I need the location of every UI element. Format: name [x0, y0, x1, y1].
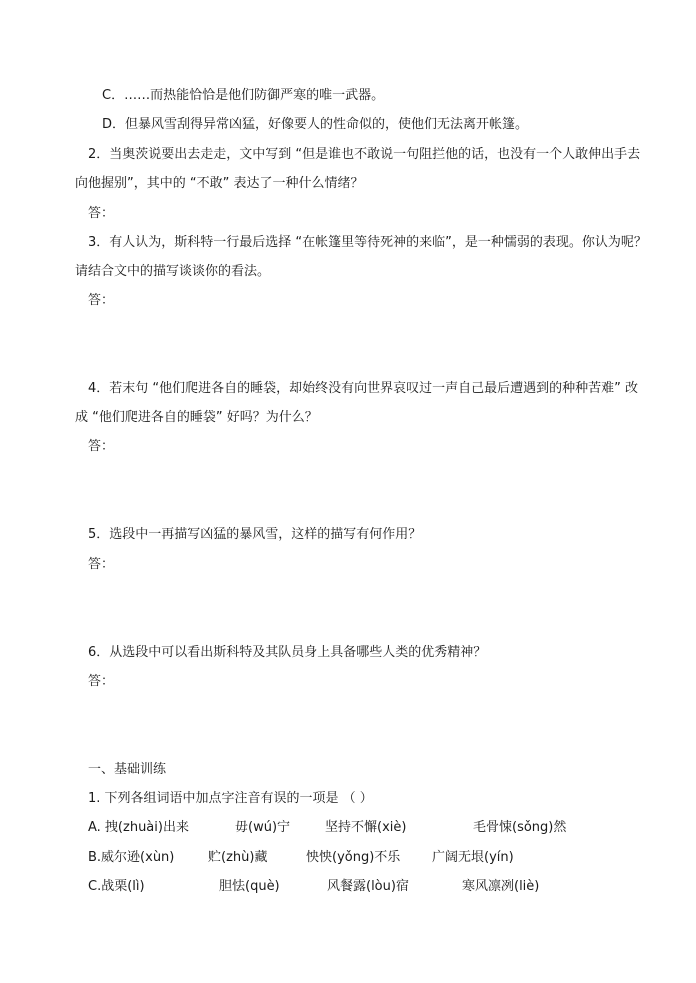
- q4-line-2: 成 “他们爬进各自的睡袋” 好吗？为什么？: [75, 410, 318, 425]
- option-c-word-4: 寒风凛冽(liè): [462, 879, 540, 894]
- q4-line-1: 4．若末句 “他们爬进各自的睡袋，却始终没有向世界哀叹过一声自己最后遭遇到的种种苦难” 改: [88, 381, 639, 396]
- option-a-word-3: 坚持不懈(xiè): [325, 820, 407, 835]
- option-b-word-2: 贮(zhù)藏: [208, 850, 268, 865]
- q3-line-1: 3．有人认为，斯科特一行最后选择 “在帐篷里等待死神的来临”，是一种懦弱的表现。你认为呢？: [88, 235, 647, 250]
- q3-answer-label: 答：: [88, 293, 115, 308]
- option-b-word-3: 怏怏(yǒng)不乐: [306, 850, 401, 865]
- q2-line-2: 向他握别”，其中的 “不敢” 表达了一种什么情绪？: [75, 176, 364, 191]
- q6-answer-label: 答：: [88, 674, 115, 689]
- item1-question: 1. 下列各组词语中加点字注音有误的一项是 （ ）: [88, 791, 373, 806]
- q1-option-d: D．但暴风雪刮得异常凶猛，好像要人的性命似的，使他们无法离开帐篷。: [102, 117, 529, 132]
- option-a-word-4: 毛骨悚(sǒng)然: [473, 820, 567, 835]
- option-c-word-1: C.战栗(lì): [88, 879, 145, 894]
- option-a-word-1: A. 拽(zhuài)出来: [88, 820, 189, 835]
- option-b-word-1: B.威尔逊(xùn): [88, 850, 175, 865]
- option-c-word-3: 风餐露(lòu)宿: [327, 879, 409, 894]
- q3-line-2: 请结合文中的描写谈谈你的看法。: [75, 264, 271, 279]
- q1-option-c: C．……而热能恰恰是他们防御严寒的唯一武器。: [102, 88, 385, 103]
- q6-line-1: 6．从选段中可以看出斯科特及其队员身上具备哪些人类的优秀精神？: [88, 645, 487, 660]
- section-heading: 一、基础训练: [88, 762, 167, 777]
- option-a-word-2: 毋(wú)宁: [235, 820, 291, 835]
- q4-answer-label: 答：: [88, 439, 115, 454]
- option-c-word-2: 胆怯(què): [219, 879, 280, 894]
- option-b-word-4: 广阔无垠(yín): [432, 850, 514, 865]
- q2-line-1: 2．当奥茨说要出去走走，文中写到 “但是谁也不敢说一句阻拦他的话，也没有一个人敢伸出手去: [88, 147, 641, 162]
- q5-line-1: 5．选段中一再描写凶猛的暴风雪，这样的描写有何作用？: [88, 527, 422, 542]
- q5-answer-label: 答：: [88, 557, 115, 572]
- q2-answer-label: 答：: [88, 206, 115, 221]
